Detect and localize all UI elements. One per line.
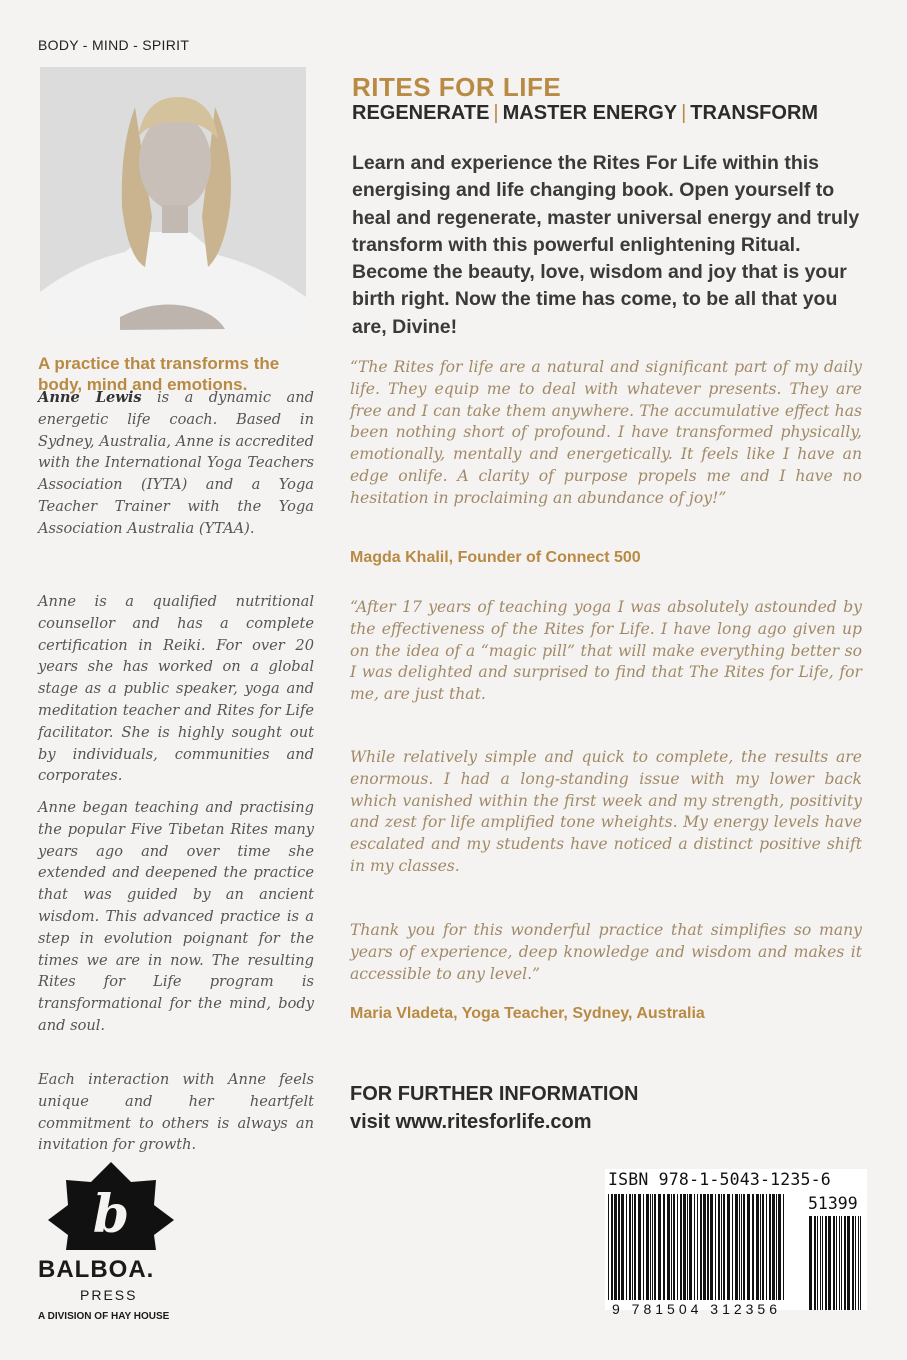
publisher-press: PRESS: [80, 1287, 138, 1303]
subtitle-regenerate: REGENERATE: [352, 102, 490, 124]
author-portrait-image: [40, 67, 306, 330]
barcode-bar: [809, 1216, 812, 1310]
barcode-bar: [844, 1216, 846, 1310]
lotus-icon: [36, 1160, 186, 1255]
testimonial-quote-2-part-3: Thank you for this wonderful practice that simplifies so many years of experience, deep knowledge and wisdom and makes it accessible to any level.”: [350, 921, 862, 983]
book-intro: Learn and experience the Rites For Life within this energising and life changing book. Open yourself to heal and regenerate, master universal energy and truly transform with this powerful enlightening Ritual. Become the beauty, love, wisdom and joy that is your birth right. Now the time has come, to be all that you are, Divine!: [352, 152, 860, 338]
barcode-bar: [766, 1194, 767, 1300]
left-heading: A practice that transforms the body, mind and emotions.: [38, 354, 280, 394]
barcode-bar: [667, 1194, 670, 1300]
barcode-bar: [723, 1194, 725, 1300]
subtitle-master-energy: MASTER ENERGY: [502, 102, 678, 124]
barcode-bar: [718, 1194, 720, 1300]
publisher-logo: [36, 1160, 186, 1336]
barcode-bar: [852, 1216, 854, 1310]
barcode-bar: [646, 1194, 649, 1300]
barcode-bar: [707, 1194, 709, 1300]
publisher-division: A DIVISION OF HAY HOUSE: [38, 1311, 170, 1322]
barcode-bar: [652, 1194, 653, 1300]
barcode-bar: [760, 1194, 761, 1300]
barcode-bar: [680, 1194, 682, 1300]
barcode-bar: [860, 1216, 861, 1310]
barcode-bar: [727, 1194, 730, 1300]
barcode-bar: [632, 1194, 633, 1300]
bio-paragraph-1-text: is a dynamic and energetic life coach. Based in Sydney, Australia, Anne is accredited with the International Yoga Teachers Association (IYTA) and a Yoga Teacher Trainer with the Yoga Association Australia (YTAA).: [38, 389, 314, 537]
testimonial-attribution-2: Maria Vladeta, Yoga Teacher, Sydney, Australia: [350, 1005, 705, 1022]
isbn-barcode: [607, 1194, 787, 1300]
barcode-bar: [820, 1216, 821, 1310]
barcode-bar: [703, 1194, 706, 1300]
website-line: visit www.ritesforlife.com: [350, 1111, 592, 1133]
price-barcode: [808, 1216, 864, 1310]
info-heading: FOR FURTHER INFORMATION: [350, 1083, 639, 1105]
barcode-bar: [783, 1194, 784, 1300]
barcode-bar: [658, 1194, 661, 1300]
barcode-bar: [828, 1216, 831, 1310]
author-photo: [40, 67, 306, 330]
logo-letter: b: [92, 1184, 130, 1245]
barcode-bar: [697, 1194, 698, 1300]
barcode-bar: [735, 1194, 738, 1300]
barcode-bar: [689, 1194, 692, 1300]
price-code-text: 51399: [808, 1194, 858, 1213]
barcode-bar: [814, 1216, 816, 1310]
barcode-bar: [683, 1194, 686, 1300]
barcode-bar: [747, 1194, 750, 1300]
barcode-bar: [626, 1194, 627, 1300]
barcode-bar: [822, 1216, 823, 1310]
subtitle-separator: |: [493, 102, 499, 124]
barcode-bar: [643, 1194, 644, 1300]
barcode-bar: [817, 1216, 818, 1310]
barcode-bar: [741, 1194, 742, 1300]
barcode-bar: [752, 1194, 754, 1300]
barcode-bar: [710, 1194, 713, 1300]
barcode-bar: [618, 1194, 620, 1300]
barcode-bar: [663, 1194, 665, 1300]
testimonial-quote-2-part-1: “After 17 years of teaching yoga I was absolutely astounded by the effectiveness of the Rites for Life. I have long ago given up on the idea of a “magic pill” that will make everything better so I was delighted and surprised to find that The Rites for Life, for me, are just that.: [350, 598, 862, 704]
barcode-bar: [700, 1194, 702, 1300]
barcode-bar: [721, 1194, 722, 1300]
barcode-bar: [611, 1194, 613, 1300]
barcode-bar: [629, 1194, 631, 1300]
bio-paragraph-2: Anne is a qualified nutritional counsellor and has a complete certification in Reiki. For over 20 years she has worked on a global stage as a public speaker, yoga and meditation teacher and Rites for Life facilitator. She is highly sought out by individuals, communities and corporates.: [38, 593, 314, 785]
barcode-bar: [621, 1194, 624, 1300]
barcode-bar: [756, 1194, 759, 1300]
barcode-bar: [836, 1216, 837, 1310]
barcode-bar: [769, 1194, 771, 1300]
bio-paragraph-4: Each interaction with Anne feels unique and her heartfelt commitment to others is always an invitation for growth.: [38, 1071, 314, 1154]
isbn-text: ISBN 978-1-5043-1235-6: [608, 1170, 831, 1189]
barcode-bar: [715, 1194, 716, 1300]
barcode-bar: [673, 1194, 675, 1300]
barcode-bar: [776, 1194, 777, 1300]
barcode-bar: [778, 1194, 781, 1300]
book-title: RITES FOR LIFE: [352, 72, 562, 102]
barcode-bar: [858, 1216, 859, 1310]
bio-paragraph-1: [38, 387, 314, 540]
barcode-bar: [671, 1194, 672, 1300]
barcode-bar: [687, 1194, 688, 1300]
barcode-bar: [762, 1194, 764, 1300]
category-label: BODY - MIND - SPIRIT: [38, 37, 190, 53]
subtitle-transform: TRANSFORM: [690, 102, 819, 124]
barcode-bar: [677, 1194, 678, 1300]
barcode-bar: [614, 1194, 617, 1300]
barcode-bar: [694, 1194, 695, 1300]
barcode-bar: [847, 1216, 850, 1310]
subtitle-separator: |: [681, 102, 687, 124]
barcode-bar: [650, 1194, 651, 1300]
ean-digits: 9 781504 312356: [612, 1301, 781, 1317]
barcode-bar: [825, 1216, 827, 1310]
barcode-bar: [739, 1194, 740, 1300]
barcode-bar: [608, 1194, 609, 1300]
barcode-bar: [732, 1194, 733, 1300]
testimonial-quote-1: “The Rites for life are a natural and significant part of my daily life. They equip me to deal with whatever presents. They are free and I can take them anywhere. The accumulative effect has been nothing short of profound. I have transformed physically, emotionally, mentally and energetically. It feels like I have an edge onlife. A clarity of purpose propels me and I have no hesitation in proclaiming an abundance of joy!”: [350, 358, 862, 507]
author-name: Anne Lewis: [38, 389, 142, 406]
barcode-bar: [855, 1216, 856, 1310]
book-subtitle: [352, 102, 818, 125]
barcode-bar: [839, 1216, 840, 1310]
barcode-bar: [833, 1216, 835, 1310]
publisher-name: BALBOA.: [38, 1256, 155, 1283]
testimonial-attribution-1: Magda Khalil, Founder of Connect 500: [350, 549, 641, 566]
barcode-bar: [743, 1194, 745, 1300]
barcode-bar: [634, 1194, 636, 1300]
testimonial-quote-2-part-2: While relatively simple and quick to complete, the results are enormous. I had a long-standing issue with my lower back which vanished within the first week and my strength, positivity and zest for life amplified tone wheights. My energy levels have escalated and my students have noticed a distinct positive shift in my classes.: [350, 748, 862, 875]
barcode-bar: [772, 1194, 775, 1300]
barcode-bar: [638, 1194, 641, 1300]
barcode-bar: [654, 1194, 656, 1300]
barcode-bar: [841, 1216, 842, 1310]
bio-paragraph-3: Anne began teaching and practising the popular Five Tibetan Rites many years ago and over time she extended and deepened the practice that was guided by an ancient wisdom. This advanced practice is a step in evolution poignant for the times we are in now. The resulting Rites for Life program is transformational for the mind, body and soul.: [38, 799, 314, 1034]
